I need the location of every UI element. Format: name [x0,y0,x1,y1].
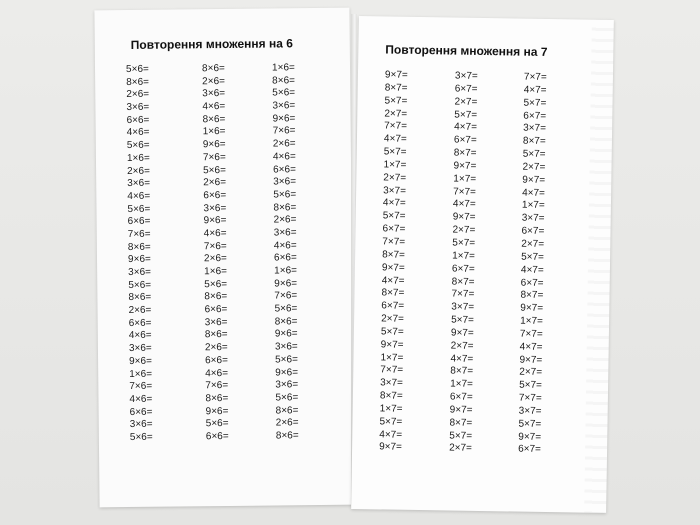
equation-item: 8×6= [202,113,226,125]
equation-item: 2×7= [450,340,474,352]
equation-item: 8×6= [275,404,299,417]
equation-item: 9×6= [272,113,296,125]
equation-item: 8×6= [272,74,296,87]
equation-item: 2×6= [127,165,150,177]
equation-item: 6×7= [451,263,475,275]
equation-item: 4×6= [127,190,151,202]
equation-item: 4×7= [383,133,407,146]
equation-item: 9×7= [380,339,404,351]
equation-item: 5×6= [126,139,150,152]
equation-item: 7×6= [129,380,153,393]
equation-item: 6×7= [523,110,547,122]
equation-item: 1×6= [271,62,295,74]
equation-item: 6×6= [126,114,150,126]
equation-item: 1×7= [383,159,407,171]
equation-item: 5×6= [272,87,296,99]
equation-item: 9×7= [453,160,477,172]
equation-item: 8×6= [204,329,228,341]
equation-item: 5×7= [518,418,542,430]
equation-item: 5×6= [203,164,226,176]
equation-item: 3×6= [272,100,296,112]
equation-item: 8×7= [522,135,546,148]
equation-item: 7×6= [202,151,226,164]
equation-item: 8×6= [274,315,298,328]
equation-item: 6×6= [128,317,152,329]
equation-item: 3×7= [518,405,542,417]
equation-item: 3×6= [128,342,152,355]
equation-item: 8×6= [128,292,152,304]
equation-item: 2×7= [383,172,407,184]
equation-item: 4×7= [381,274,405,287]
equation-item: 3×6= [202,88,226,100]
equation-item: 6×6= [127,216,151,228]
equation-item: 1×7= [453,173,477,185]
equation-item: 7×6= [205,380,229,392]
equation-item: 6×7= [518,444,541,456]
equation-item: 2×6= [203,253,227,265]
equation-item: 5×7= [382,210,406,223]
equation-item: 4×6= [205,367,229,379]
equation-column [126,64,153,445]
equation-item: 8×7= [450,365,474,378]
equation-item: 6×6= [205,354,228,367]
equation-item: 4×7= [382,197,406,210]
equation-item: 2×7= [384,107,408,120]
equation-item: 2×7= [522,161,546,173]
equation-item: 3×6= [129,419,153,431]
equation-item: 9×7= [522,174,546,186]
equation-item: 3×7= [380,377,404,390]
equation-item: 7×6= [274,290,298,302]
equation-item: 4×6= [203,227,227,240]
equation-item: 5×6= [274,303,298,315]
equation-item: 1×6= [126,152,150,164]
equation-item: 2×7= [449,442,473,455]
equation-item: 5×7= [521,251,545,263]
equation-item: 2×6= [275,417,299,429]
equation-item: 3×6= [204,316,228,328]
equation-item: 7×7= [518,392,542,405]
equation-item: 2×6= [128,304,152,317]
equation-item: 4×6= [128,330,152,342]
equation-item: 8×6= [204,291,228,303]
equation-item: 4×6= [273,239,297,252]
equation-item: 9×6= [274,277,298,290]
equation-item: 2×6= [202,75,226,87]
equation-item: 2×6= [203,177,227,189]
equation-item: 5×7= [383,146,407,158]
equation-item: 8×7= [451,276,475,288]
equation-item: 4×7= [379,429,403,441]
equation-item: 5×6= [129,431,153,443]
equation-item: 2×7= [521,238,545,250]
equation-item: 3×7= [451,301,475,314]
equation-item: 4×7= [454,121,478,134]
equation-item: 3×7= [383,185,407,197]
equation-item: 5×6= [128,279,152,291]
equation-item: 3×7= [521,212,545,225]
equation-item: 3×6= [126,101,150,114]
equation-item: 4×7= [519,341,543,353]
equation-item: 8×7= [453,147,477,159]
equation-item: 7×6= [203,240,227,252]
equation-item: 9×7= [381,262,405,274]
equation-item: 9×6= [127,254,151,266]
equation-item: 9×7= [449,404,473,416]
equation-item: 5×7= [384,95,408,107]
equation-item: 8×6= [201,62,225,75]
equation-item: 5×6= [275,354,298,366]
left-page [94,8,354,508]
equation-item: 4×6= [126,127,150,139]
equation-item: 8×7= [379,390,403,402]
equation-item: 9×7= [519,354,543,366]
equation-item: 4×7= [523,84,547,96]
equation-item: 9×6= [274,328,298,340]
equation-item: 1×6= [202,126,226,138]
equation-item: 6×6= [129,406,153,418]
equation-item: 6×6= [203,189,227,202]
equation-item: 9×6= [205,405,229,417]
equation-item: 2×6= [126,89,150,101]
equation-item: 2×6= [273,214,297,226]
equation-item: 7×7= [382,236,406,248]
equation-item: 1×7= [452,250,476,262]
equation-item: 6×6= [204,304,228,316]
equation-item: 4×7= [520,264,544,276]
equation-item: 8×6= [126,76,150,88]
equation-item: 8×7= [520,289,544,302]
equation-item: 8×6= [127,241,151,253]
equation-item: 7×7= [451,288,475,301]
equation-item: 3×6= [128,266,152,279]
equation-item: 5×6= [205,418,229,430]
equation-item: 1×6= [129,368,153,380]
equation-item: 9×6= [203,215,227,227]
equation-item: 4×7= [522,187,546,199]
equation-item: 6×7= [381,300,405,312]
page-title: Повторення множення на 7 [385,42,548,59]
equation-item: 9×7= [518,431,542,443]
equation-item: 7×7= [384,120,408,133]
equation-item: 9×7= [452,211,476,224]
equation-item: 3×6= [274,341,298,353]
equation-item: 5×7= [451,314,475,326]
equation-item: 3×6= [273,176,297,188]
equation-item: 4×7= [450,353,474,365]
equation-item: 8×7= [381,287,405,300]
equation-item: 6×6= [205,430,229,443]
equation-item: 8×7= [384,82,408,94]
equation-item: 6×6= [273,252,297,264]
equation-column [518,72,547,458]
equation-item: 2×7= [381,313,405,325]
equation-item: 2×7= [452,224,476,237]
equation-item: 5×7= [380,326,404,338]
equation-item: 2×6= [272,138,296,150]
equation-item: 3×7= [523,122,547,135]
equation-item: 7×7= [523,71,547,83]
equation-column [272,62,299,443]
equation-item: 8×6= [275,430,299,442]
equation-item: 9×6= [202,139,226,151]
equation-column [449,71,478,457]
equation-item: 9×6= [129,355,152,367]
equation-item: 4×7= [452,198,476,211]
equation-item: 6×7= [521,225,545,238]
equation-item: 5×6= [204,278,228,290]
equation-item: 5×7= [379,416,403,428]
equation-item: 1×7= [521,200,545,212]
equation-item: 9×7= [450,327,474,339]
equation-item: 6×7= [453,134,477,147]
equation-item: 5×7= [449,430,473,442]
equation-item: 5×6= [125,63,149,76]
equation-item: 1×7= [450,378,474,391]
equation-item: 4×6= [272,151,296,163]
equation-item: 8×6= [273,201,297,214]
equation-item: 8×7= [382,249,406,261]
equation-item: 3×6= [275,379,299,391]
equation-item: 5×7= [452,237,476,249]
equation-item: 9×6= [275,366,299,378]
equation-item: 5×6= [273,189,297,201]
page-title: Повторення множення на 6 [130,36,293,52]
equation-item: 2×6= [204,342,228,354]
equation-item: 6×6= [273,163,296,175]
equation-item: 6×7= [454,83,478,95]
equation-item: 7×7= [453,186,477,198]
equation-item: 1×7= [379,403,403,415]
equation-item: 2×7= [519,366,543,379]
equation-item: 1×6= [204,265,228,278]
equation-item: 4×6= [129,393,153,405]
equation-item: 4×6= [202,101,226,113]
equation-item: 5×6= [127,203,151,215]
equation-item: 7×7= [519,328,543,340]
equation-item: 9×7= [520,302,544,315]
equation-item: 8×6= [205,392,229,405]
equation-item: 7×6= [272,125,296,137]
equation-item: 9×7= [384,69,408,81]
equation-item: 5×6= [275,392,299,404]
equation-item: 3×6= [273,227,297,239]
equation-item: 3×6= [127,177,151,190]
equation-item: 7×6= [127,228,151,240]
equation-item: 5×7= [454,109,478,121]
equation-item: 1×7= [380,351,404,364]
equation-item: 5×7= [522,148,546,161]
equation-item: 3×6= [203,202,227,214]
equation-item: 7×7= [380,364,404,377]
equation-item: 8×7= [449,417,473,429]
right-page [351,16,614,513]
equation-column [202,63,229,444]
equation-item: 5×7= [519,379,543,392]
equation-item: 5×7= [523,97,547,109]
equation-item: 9×7= [379,441,403,454]
equation-item: 3×7= [454,70,478,82]
equation-column [379,69,408,455]
equation-item: 6×7= [449,391,473,403]
equation-item: 2×7= [454,96,478,108]
equation-item: 6×7= [382,223,406,235]
equation-item: 1×6= [274,265,298,277]
equation-item: 1×7= [520,315,544,327]
equation-item: 6×7= [520,277,544,289]
